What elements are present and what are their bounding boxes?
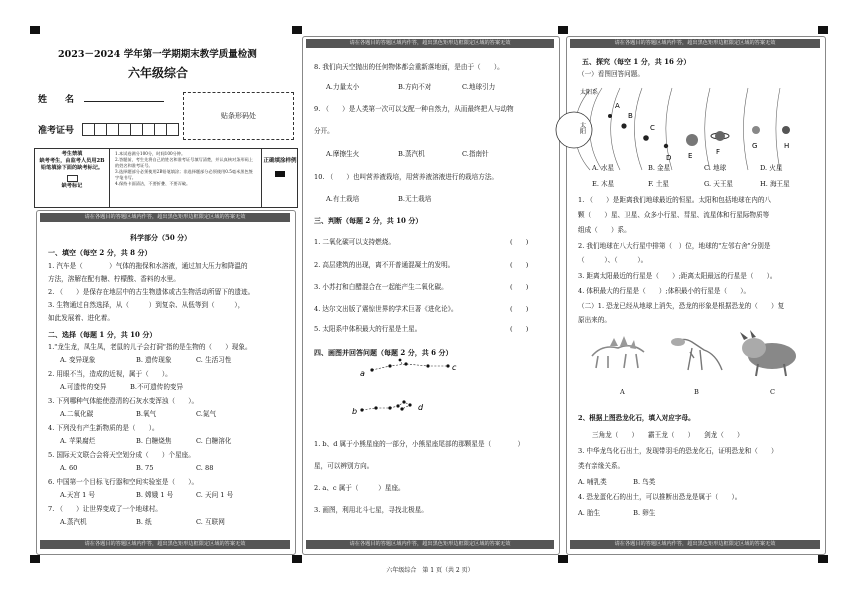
choice-option: B.氧气 [136,410,157,418]
choice-question: 8. 我们向天空抛出的任何物体都会重新落地面，是由于（ ）。 [314,63,504,71]
judge-paren[interactable]: ( ) [510,283,529,291]
planet-label-c: C [650,124,655,132]
exam-title: 2023－2024 学年第一学期期末教学质量检测 [58,49,257,60]
choice-question: 2. 用眼不当，造成的近视，属于（ ）。 [48,370,172,378]
warning-bar: 请在各题目的答题区域内作答，超出黑色矩形边框限定区域的答案无效 [40,540,290,549]
choice-option: A. 苹果腐烂 [60,437,96,445]
solar-title: 太阳系 [580,89,599,96]
planet-option: H. 海王星 [760,180,790,188]
choice-question: 6. 中国第一个目标飞行器和空间实验室是（ ）。 [48,478,199,486]
choice-option: B.方向不对 [398,83,432,91]
section-judge: 三、判断（每题 2 分，共 10 分） [314,216,423,225]
section-draw: 四、画图并回答问题（每题 2 分，共 6 分） [314,348,453,357]
star-label-b: b [352,407,358,416]
choice-option: A.蒸汽机 [60,518,87,526]
notes-right [261,149,298,207]
explore-question: 颗（ ）星、卫星、众多小行星、彗星、流星体和行星际物质等 [578,211,770,219]
choice-question: 9. （ ）是人类第一次可以支配一种自然力，从而最终把人与动物 [314,105,514,113]
warning-bar: 请在各题目的答题区域内作答，超出黑色矩形边框限定区域的答案无效 [306,39,554,48]
registration-mark [558,26,568,34]
notes-box [34,148,298,208]
choice-option: B.不可遗传的变异 [130,383,184,391]
exam-no-label: 准考证号 [38,126,75,136]
planet-option: B. 金星 [648,164,671,172]
planet-label-d: D [666,154,672,162]
explore-question: 2. 我们地球在八大行星中排第（ ）位，地球的"左邻右舍"分别是 [578,242,771,250]
planet-option: E. 木星 [592,180,615,188]
notes-left-text: 缺考考生，由监考人员用2B铅笔填涂下面的缺考标记。 [39,158,105,171]
dino-fossil-a-image [588,334,650,374]
absent-box[interactable] [67,175,78,182]
registration-mark [292,26,302,34]
explore-question: 1. （ ）是距离我们地球最近的恒星。太阳和包括地球在内的八 [578,196,772,204]
explore-question: 组成（ ）系。 [578,226,631,234]
star-diagram [340,358,470,420]
registration-mark [30,555,40,563]
draw-question: 2. a、c 属于（ ）星座。 [314,484,405,492]
draw-question: 星，可以辨别方向。 [314,462,374,470]
choice-option: C. 天问 1 号 [196,491,234,499]
choice-option: C. 生活习性 [196,356,232,364]
fill-line: 1. 汽车是（ ）气体的拖保和水溶液，通过加大压力和降温的 [48,262,248,270]
choice-option: B. 白糖烧焦 [136,437,172,445]
planet-label-e: E [688,152,693,160]
notes-right-title: 正确填涂样例 [263,158,297,164]
choice-question-cont: 分开。 [314,127,334,135]
filled-sample [275,171,285,177]
planet-label-b: B [628,112,633,120]
warning-bar: 请在各题目的答题区域内作答，超出黑色矩形边框限定区域的答案无效 [570,540,820,549]
choice-option: B. 遗传现象 [136,356,172,364]
sub-heading: （一）看图回答问题。 [578,70,644,78]
choice-option: C. 互联网 [196,518,225,526]
notes-left [35,149,110,207]
dino-label-b: B [694,388,699,396]
fill-line: 方法，溶解在配有糖、柠檬酸、香料的水里。 [48,275,180,283]
planet-label-f: F [716,148,721,156]
choice-question: 4. 下列没有产生新物质的是（ ）。 [48,424,159,432]
rule-item: 2.答题前，考生先将自己的姓名和准考证号填写清楚，并认真核对条形码上的姓名和准考证号。 [115,157,253,168]
explore-question: 原出来的。 [578,316,611,324]
choice-option: B.蒸汽机 [398,150,425,158]
choice-option: C. 白糖溶化 [196,437,232,445]
explore-question: A. 胎生 B. 卵生 [578,509,656,517]
registration-mark [818,555,828,563]
explore-question: （ ）、（ ）。 [578,256,648,264]
dino-fossil-c-image [738,328,804,378]
explore-question: 4. 恐龙蛋化石的出土，可以推断出恐龙是属于（ ）。 [578,493,742,501]
fill-line: 如此发展着、进化着。 [48,314,114,322]
warning-bar: 请在各题目的答题区域内作答，超出黑色矩形边框限定区域的答案无效 [306,540,554,549]
judge-item: 3. 小苏打和白醋混合在一起能产生二氧化碳。 [314,283,448,291]
judge-item: 4. 达尔文出版了震惊世界的学术巨著《进化论》。 [314,305,458,313]
choice-option: A. 60 [60,464,78,472]
explore-question: 类有亲缘关系。 [578,462,625,470]
judge-item: 2. 高层建筑的出现，离不开普通混凝土的发明。 [314,261,455,269]
judge-paren[interactable]: ( ) [510,325,529,333]
dino-label-c: C [770,388,776,396]
planet-option: A. 水星 [592,164,615,172]
name-line[interactable] [84,101,164,102]
solar-system-diagram [580,86,810,170]
star-label-d: d [418,403,424,412]
explore-question: A. 哺乳类 B. 鸟类 [578,478,656,486]
dino-label-a: A [620,388,625,396]
rule-item: 4.保持卡面清洁，不要折叠、不要弄破。 [115,181,191,186]
choice-question: 5. 国际天文联合会将天空划分成（ ）个星座。 [48,451,195,459]
planet-label-g: G [752,142,758,150]
explore-question: （二）1. 恐龙已经从地球上消失，恐龙的形象是根据恐龙的（ ）复 [578,302,785,310]
section-choice: 二、选择（每题 1 分，共 10 分） [48,330,157,339]
choice-option: B.无土栽培 [398,195,432,203]
choice-option: B. 嫦娥 1 号 [136,491,174,499]
explore-question: 3. 中华龙鸟化石出土，发现带羽毛的恐龙化石，证明恐龙和（ ） [578,447,778,455]
judge-paren[interactable]: ( ) [510,238,529,246]
choice-question: 7. （ ）让世界变成了一个地球村。 [48,505,162,513]
choice-option: B. 纸 [136,518,152,526]
barcode-label: 贴条形码处 [221,112,256,120]
choice-question: 3. 下列哪种气体能使澄清的石灰水变浑浊（ ）。 [48,397,199,405]
judge-item: 1. 二氧化碳可以支持燃烧。 [314,238,395,246]
judge-paren[interactable]: ( ) [510,261,529,269]
choice-option: A.天宫 1 号 [60,491,96,499]
judge-item: 5. 太阳系中体积最大的行星是土星。 [314,325,422,333]
choice-option: A.二氧化碳 [60,410,94,418]
choice-option: A.摩擦生火 [326,150,360,158]
fill-line: 2. （ ）是保存在地层中的古生物遗体或古生物活动所留下的遗迹。 [48,288,255,296]
registration-mark [292,555,302,563]
subject-title: 六年级综合 [128,66,189,80]
planet-option: F. 土星 [648,180,669,188]
fill-line: 3. 生物通过自然选择，从（ ）到复杂、从低等到（ ）， [48,301,245,309]
choice-question: 1."龙生龙，凤生凤，老鼠的儿子会打洞"指的是生物的（ ）现象。 [48,343,252,351]
rule-item: 3.选择题部分必须使用2B铅笔填涂；非选择题部分必须使用0.5毫米黑色签字笔书写。 [115,169,253,180]
choice-option: C.氮气 [196,410,217,418]
registration-mark [30,26,40,34]
warning-bar: 请在各题目的答题区域内作答，超出黑色矩形边框限定区域的答案无效 [570,39,820,48]
sun-label: 太阳 [578,122,586,134]
star-label-a: a [360,369,365,378]
choice-option: C. 88 [196,464,214,472]
registration-mark [818,26,828,34]
explore-question: 3. 距离太阳最近的行星是（ ）;距离太阳最远的行星是（ ）。 [578,272,777,280]
name-label: 姓 名 [38,95,75,105]
planet-option: C. 地球 [704,164,727,172]
part-title: 科学部分（50 分） [130,233,192,242]
notes-rules [115,151,255,187]
registration-mark [558,555,568,563]
planet-option: D. 火星 [760,164,783,172]
choice-option: C.指南针 [462,150,489,158]
choice-option: A. 变异现象 [60,356,96,364]
draw-question: 3. 画图，利用北斗七星，寻找北极星。 [314,506,428,514]
judge-paren[interactable]: ( ) [510,305,529,313]
notes-left-title: 考生禁填 [61,151,83,157]
explore-question: 2、根据上图恐龙化石，填入对应字母。 [578,414,695,422]
barcode-area [183,92,294,140]
choice-option: C.地球引力 [462,83,496,91]
choice-option: A.有土栽培 [326,195,360,203]
section-explore: 五、探究（每空 1 分，共 16 分） [582,57,691,66]
star-label-c: c [452,363,457,372]
choice-option: B. 75 [136,464,154,472]
explore-question: 4. 体积最大的行星是（ ）;体积最小的行星是（ ）。 [578,287,751,295]
draw-question: 1. b、d 属于小熊星座的一部分，小熊星座尾部的那颗星是（ ） [314,440,525,448]
planet-label-a: A [615,102,620,110]
choice-option: A.可遗传的变异 [60,383,107,391]
section-fill: 一、填空（每空 2 分，共 8 分） [48,248,152,257]
page-footer: 六年级综合 第 1 页（共 2 页） [386,567,474,574]
rule-item: 1.本试卷满分100分，时间100分钟。 [115,151,186,156]
absent-label: 缺考标记 [61,183,83,189]
warning-bar: 请在各题目的答题区域内作答，超出黑色矩形边框限定区域的答案无效 [40,213,290,222]
choice-option: A.力量太小 [326,83,360,91]
dino-fossil-b-image [668,330,726,376]
explore-question: 三角龙（ ） 霸王龙（ ） 剑龙（ ） [592,431,744,439]
planet-label-h: H [784,142,790,150]
exam-no-boxes[interactable] [82,123,178,136]
planet-option: G. 天王星 [704,180,734,188]
choice-question: 10. （ ）也叫营养液栽培，用营养液溶液进行的栽培方法。 [314,173,499,181]
